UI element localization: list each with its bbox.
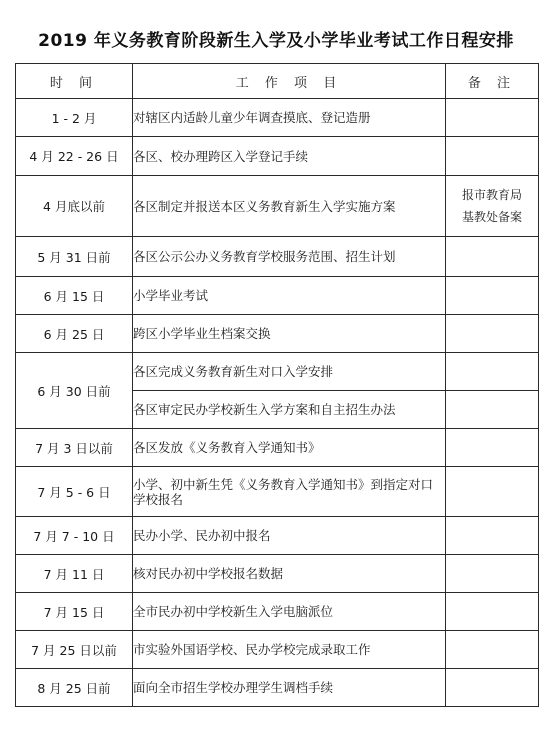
note-cell <box>446 315 539 353</box>
table-row <box>16 555 539 593</box>
time-cell: 6 月 15 日 <box>16 277 133 315</box>
note-cell <box>446 237 539 277</box>
time-cell: 4 月 22 - 26 日 <box>16 137 133 176</box>
note-cell <box>446 555 539 593</box>
note-cell <box>446 669 539 707</box>
task-cell: 市实验外国语学校、民办学校完成录取工作 <box>133 631 446 669</box>
task-cell: 小学毕业考试 <box>133 277 446 315</box>
note-cell <box>446 593 539 631</box>
table-row <box>16 467 539 517</box>
task-cell: 面向全市招生学校办理学生调档手续 <box>133 669 446 707</box>
task-cell: 各区完成义务教育新生对口入学安排 <box>133 353 446 391</box>
table-row <box>16 669 539 707</box>
table-row <box>16 99 539 137</box>
task-cell: 对辖区内适龄儿童少年调查摸底、登记造册 <box>133 99 446 137</box>
table-row <box>16 315 539 353</box>
time-cell: 7 月 11 日 <box>16 555 133 593</box>
table-row <box>16 137 539 176</box>
note-cell <box>446 429 539 467</box>
task-cell: 各区公示公办义务教育学校服务范围、招生计划 <box>133 237 446 277</box>
task-cell: 各区制定并报送本区义务教育新生入学实施方案 <box>133 176 446 237</box>
time-cell: 5 月 31 日前 <box>16 237 133 277</box>
table-row <box>16 277 539 315</box>
table-row <box>16 517 539 555</box>
table-row <box>16 631 539 669</box>
task-cell: 全市民办初中学校新生入学电脑派位 <box>133 593 446 631</box>
table-row <box>16 176 539 237</box>
page-title: 2019 年义务教育阶段新生入学及小学毕业考试工作日程安排 <box>38 31 514 51</box>
note-cell <box>446 137 539 176</box>
task-cell: 各区、校办理跨区入学登记手续 <box>133 137 446 176</box>
time-cell: 6 月 25 日 <box>16 315 133 353</box>
time-cell: 7 月 15 日 <box>16 593 133 631</box>
note-cell <box>446 517 539 555</box>
note-cell <box>446 631 539 669</box>
note-cell <box>446 467 539 517</box>
table-header-row <box>16 64 539 99</box>
time-cell: 7 月 25 日以前 <box>16 631 133 669</box>
time-cell: 7 月 3 日以前 <box>16 429 133 467</box>
table-row <box>16 593 539 631</box>
table-row <box>16 429 539 467</box>
task-cell: 各区审定民办学校新生入学方案和自主招生办法 <box>133 391 446 429</box>
note-cell <box>446 99 539 137</box>
time-cell: 8 月 25 日前 <box>16 669 133 707</box>
header-time: 时 间 <box>16 64 133 99</box>
header-task: 工 作 项 目 <box>133 64 446 99</box>
header-note: 备 注 <box>446 64 539 99</box>
task-cell: 核对民办初中学校报名数据 <box>133 555 446 593</box>
note-cell <box>446 277 539 315</box>
table-row <box>16 237 539 277</box>
time-cell: 6 月 30 日前 <box>16 353 133 429</box>
time-cell: 4 月底以前 <box>16 176 133 237</box>
time-cell: 7 月 7 - 10 日 <box>16 517 133 555</box>
table-row <box>16 353 539 391</box>
task-cell: 小学、初中新生凭《义务教育入学通知书》到指定对口学校报名 <box>133 467 446 517</box>
task-cell: 民办小学、民办初中报名 <box>133 517 446 555</box>
schedule-table <box>15 63 539 707</box>
note-cell: 报市教育局 基教处备案 <box>446 176 539 237</box>
note-cell <box>446 391 539 429</box>
time-cell: 7 月 5 - 6 日 <box>16 467 133 517</box>
task-cell: 各区发放《义务教育入学通知书》 <box>133 429 446 467</box>
task-cell: 跨区小学毕业生档案交换 <box>133 315 446 353</box>
note-cell <box>446 353 539 391</box>
time-cell: 1 - 2 月 <box>16 99 133 137</box>
